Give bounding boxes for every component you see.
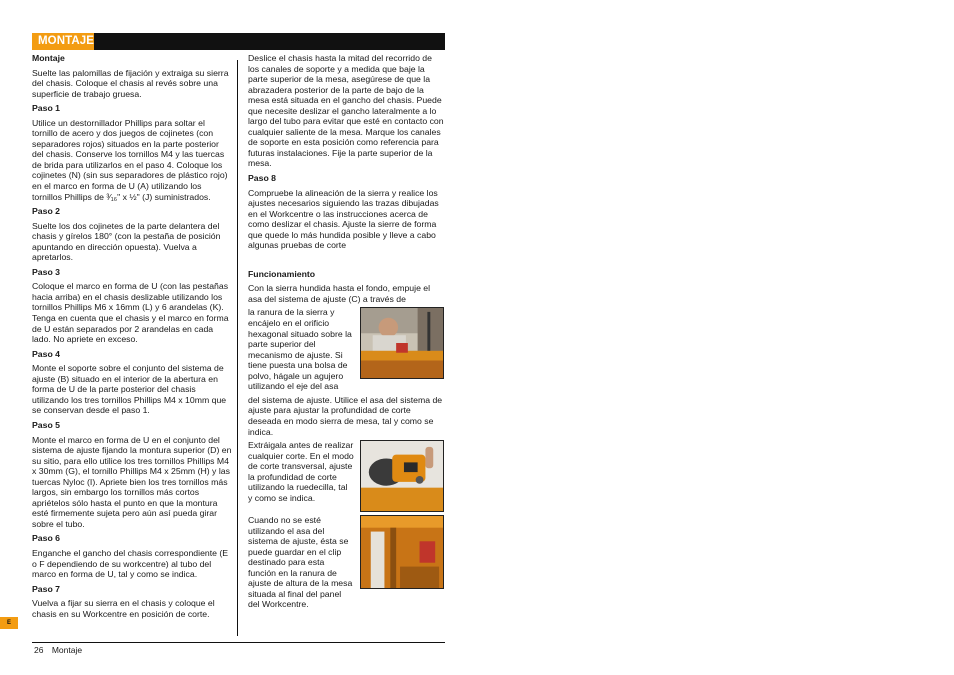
operation-text-5: Cuando no se esté utilizando el asa del sistema de ajuste, ésta se puede guardar en el clip destinado para esta función en la ranura de ajuste de altura de la mesa situada al final del panel del Workcentre. — [248, 515, 353, 610]
language-tab: E — [0, 617, 18, 629]
operation-row-3 — [248, 515, 444, 610]
operation-heading: Funcionamiento — [248, 268, 316, 279]
step-4-text: Monte el soporte sobre el conjunto del sistema de ajuste (B) situado en el interior de la abertura en forma de U de la parte posterior del chasis utilizando los tres tornillos Phillips M4 x 10mm que se conservan desde el paso 1. — [32, 363, 227, 416]
step-7-text: Vuelva a fijar su sierra en el chasis y coloque el chasis en su Workcentre en posición de corte. — [32, 598, 215, 619]
footer — [34, 645, 82, 655]
step-8-heading: Paso 8 — [248, 173, 277, 184]
right-column — [248, 53, 444, 613]
step-4-heading: Paso 4 — [32, 348, 61, 359]
step-7-heading: Paso 7 — [32, 583, 61, 594]
page-number: 26 — [34, 645, 44, 655]
photo-man-adjusting-saw — [360, 307, 444, 379]
operation-text-1: Con la sierra hundida hasta el fondo, empuje el asa del sistema de ajuste (C) a través de — [248, 283, 431, 304]
intro-text: Suelte las palomillas de fijación y extraiga su sierra del chasis. Coloque el chasis al revés sobre una superficie de trabajo gruesa. — [32, 67, 229, 99]
step-3-heading: Paso 3 — [32, 266, 61, 277]
intro-heading: Montaje — [32, 53, 65, 63]
step-2-heading: Paso 2 — [32, 206, 61, 217]
photo-storage-clip — [360, 515, 444, 589]
step-3-text: Coloque el marco en forma de U (con las pestañas hacia arriba) en el chasis deslizable utilizando los tornillos Phillips M6 x 16mm (L) y 6 arandelas (K). Tenga en cuenta que el chasis y el marco en forma de U están separados por 2 arandelas en cada lado. No apriete en exceso. — [32, 281, 229, 345]
step-6-text: Enganche el gancho del chasis correspondiente (E o F dependiendo de su workcentre) al tubo del marco en forma de U, tal y como se indica. — [32, 547, 229, 580]
step-1-text: Utilice un destornillador Phillips para soltar el tornillo de acero y dos juegos de cojinetes (con separadores rojos) situados en la parte posterior del chasis. Conserve los tornillos M4 y las tuercas de brida para utilizarlos en el paso 4. Coloque los cojinetes (N) (sin sus separadores de plástico rojo) en el marco en forma de U (A) utilizando los tornillos Phillips de ³⁄₁₆" x ½" (J) suministrados. — [32, 117, 228, 202]
footer-rule — [32, 642, 445, 643]
continued-text: Deslice el chasis hasta la mitad del recorrido de los canales de soporte y a medida que baje la parte superior de la mesa, asegúrese de que la abrazadera posterior de la parte de bajo de la mesa está situada en el gancho del chasis. Puede que necesite deslizar el gancho lateralmente a lo largo del tubo para evitar que esté en contacto con cualquier saliente de la mesa. Marque los canales de soporte en esta posición como referencia para futuras instalaciones. Fije la parte superior de la mesa. — [248, 53, 444, 169]
step-5-text: Monte el marco en forma de U en el conjunto del sistema de ajuste fijando la montura superior (D) en su sitio, para ello utilice los tres tornillos Phillips M4 x 30mm (G), el tornillo Phillips M4 x 25mm (H) y las tuercas Nyloc (I). Apriete bien los tres tornillos más largos, sin embargo los tornillos más cortos apriételos sólo hasta el punto en que la montura esté firmemente sujeta pero aún así pueda girar sobre el tubo. — [32, 434, 232, 529]
section-header-bar — [32, 33, 445, 50]
step-6-heading: Paso 6 — [32, 533, 61, 544]
operation-text-2: la ranura de la sierra y encájelo en el orificio hexagonal situado sobre la parte superior del mecanismo de ajuste. Si tiene puesta una bolsa de polvo, hágale un agujero utilizando el eje del asa — [248, 307, 352, 392]
photo-depth-wheel — [360, 440, 444, 512]
footer-section: Montaje — [51, 645, 83, 655]
step-5-heading: Paso 5 — [32, 419, 61, 430]
section-title: MONTAJE — [32, 33, 94, 50]
step-2-text: Suelte los dos cojinetes de la parte delantera del chasis y gírelos 180° (con la pestaña de posición apuntando en dirección opuesta). Vuelva a apretarlos. — [32, 220, 221, 263]
spacer — [248, 254, 444, 265]
column-divider — [237, 60, 238, 636]
left-column — [32, 53, 232, 622]
step-1-heading: Paso 1 — [32, 103, 61, 114]
operation-text-3: del sistema de ajuste. Utilice el asa del sistema de ajuste para ajustar la profundidad de corte deseada en modo sierra de mesa, tal y como se indica. — [248, 394, 443, 437]
operation-row-2 — [248, 440, 444, 512]
operation-text-4: Extráigala antes de realizar cualquier corte. En el modo de corte transversal, ajuste la profundidad de corte utilizando la ruedecilla, tal y como se indica. — [248, 440, 354, 503]
operation-row-1 — [248, 307, 444, 391]
step-8-text: Compruebe la alineación de la sierra y realice los ajustes necesarios siguiendo las trazas dibujadas en el Workcentre o las instrucciones acerca de como deslizar el chasis. Ajuste la sierre de forma que quede lo más hundida posible y lleve a cabo algunas pruebas de corte — [248, 187, 439, 251]
